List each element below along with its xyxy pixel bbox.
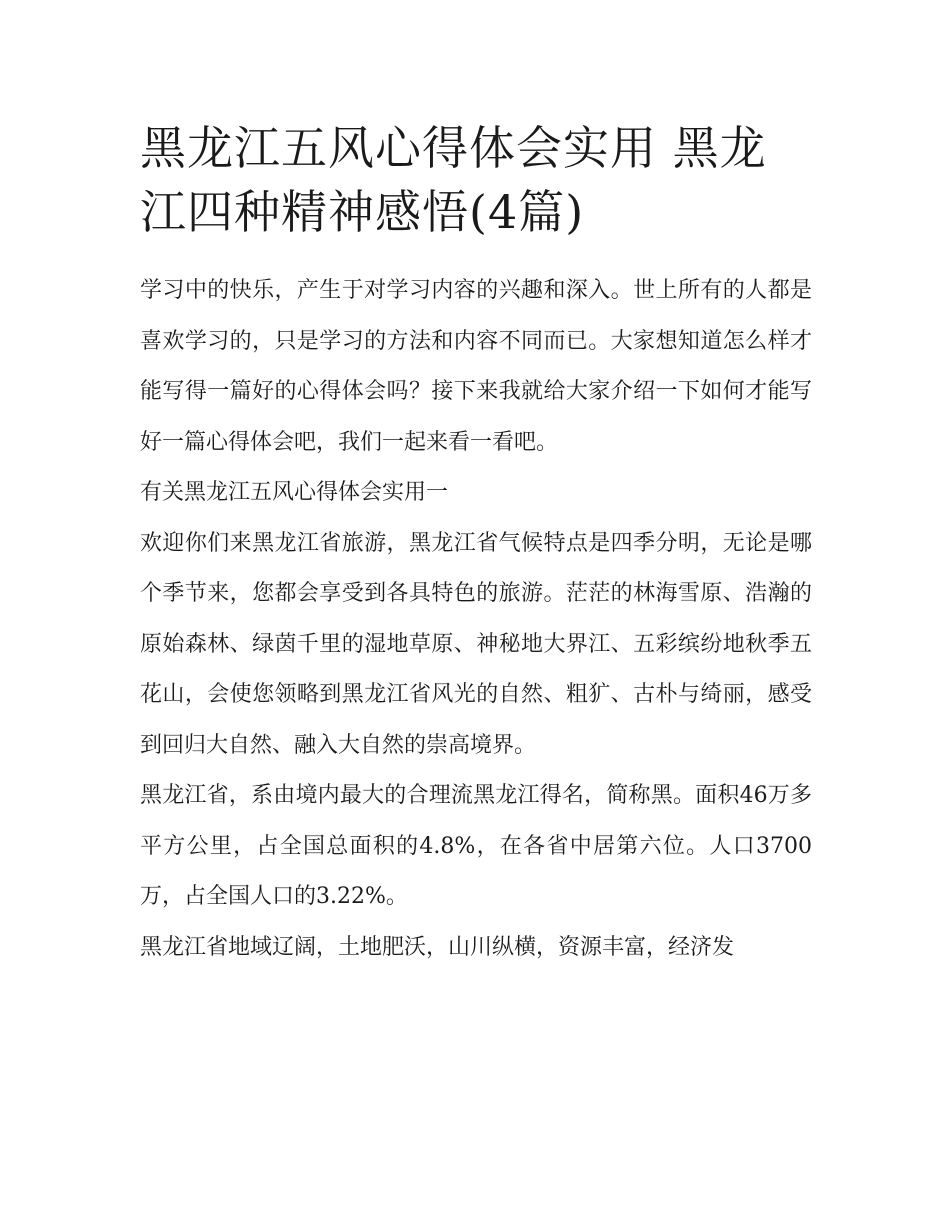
document-page [140, 116, 812, 973]
intro-paragraph: 学习中的快乐，产生于对学习内容的兴趣和深入。世上所有的人都是喜欢学习的，只是学习的方法和内容不同而已。大家想知道怎么样才能写得一篇好的心得体会吗？接下来我就给大家介绍一下如何才能写好一篇心得体会吧，我们一起来看一看吧。 [140, 278, 812, 455]
section-heading: 有关黑龙江五风心得体会实用一 [140, 480, 449, 505]
document-title: 黑龙江五风心得体会实用 黑龙江四种精神感悟(4篇) [140, 121, 767, 239]
body-paragraph-1: 欢迎你们来黑龙江省旅游，黑龙江省气候特点是四季分明，无论是哪个季节来，您都会享受到各具特色的旅游。茫茫的林海雪原、浩瀚的原始森林、绿茵千里的湿地草原、神秘地大界江、五彩缤纷地秋季五花山，会使您领略到黑龙江省风光的自然、粗犷、古朴与绮丽，感受到回归大自然、融入大自然的崇高境界。 [140, 530, 812, 758]
body-paragraph-2: 黑龙江省，系由境内最大的合理流黑龙江得名，简称黑。面积46万多平方公里，占全国总面积的4.8%，在各省中居第六位。人口3700万，占全国人口的3.22%。 [140, 783, 812, 909]
body-paragraph-3: 黑龙江省地域辽阔，土地肥沃，山川纵横，资源丰富，经济发 [140, 934, 735, 960]
